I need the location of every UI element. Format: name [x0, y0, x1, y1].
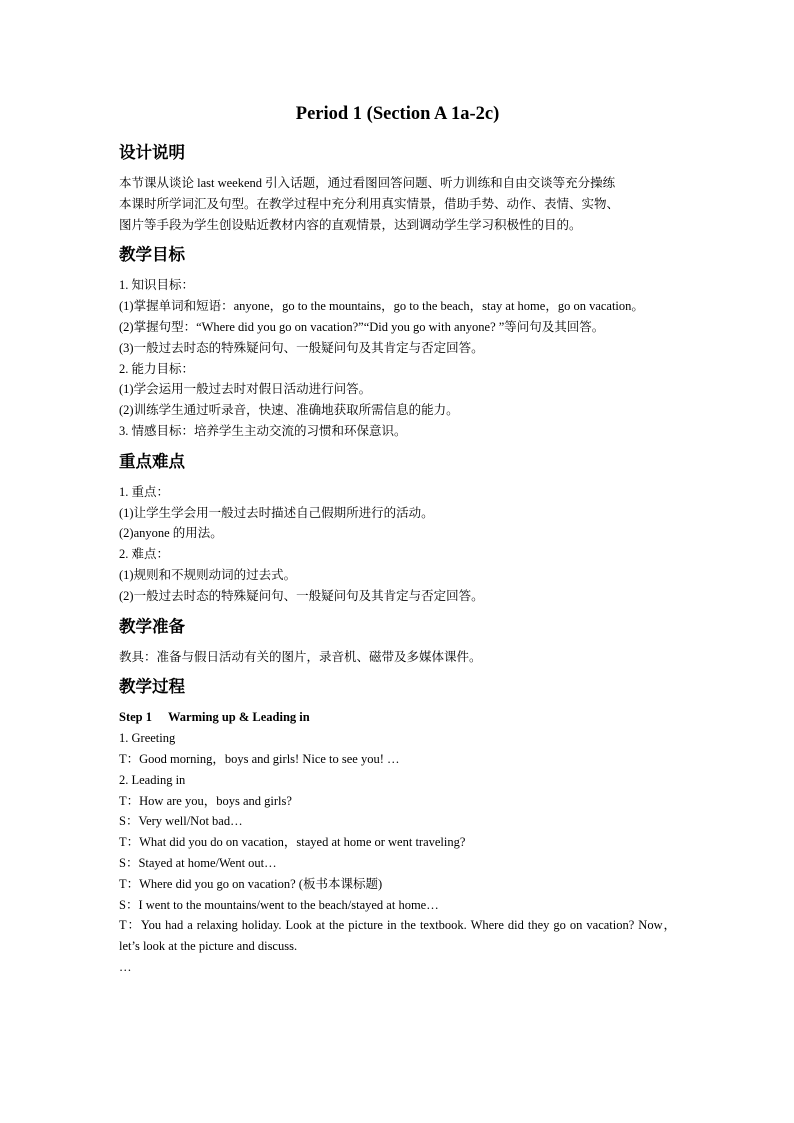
goals-item: 1. 知识目标：	[119, 278, 195, 293]
process-line: T：Where did you go on vacation? (板书本课标题)	[119, 876, 383, 891]
document-title: Period 1 (Section A 1a-2c)	[295, 104, 500, 124]
process-line: 1. Greeting	[119, 731, 176, 746]
step-heading	[119, 707, 676, 728]
step-label: Step 1	[119, 710, 152, 725]
goals-item: (1)掌握单词和短语：anyone，go to the mountains，go to the beach，stay at home，go on vacation。	[119, 299, 644, 314]
keypoints-item: (2)anyone 的用法。	[119, 526, 223, 541]
section-heading-goals: 教学目标	[119, 245, 185, 265]
section-heading-keypoints: 重点难点	[119, 451, 185, 471]
step-title: Warming up & Leading in	[168, 710, 310, 725]
goals-list	[119, 275, 676, 441]
keypoints-item: 2. 难点：	[119, 547, 170, 562]
document-page	[119, 100, 676, 978]
keypoints-item: (1)规则和不规则动词的过去式。	[119, 567, 297, 582]
prep-text: 教具：准备与假日活动有关的图片，录音机、磁带及多媒体课件。	[119, 649, 482, 664]
keypoints-list	[119, 482, 676, 607]
process-line: T：How are you，boys and girls?	[119, 793, 292, 808]
goals-item: (1)学会运用一般过去时对假日活动进行问答。	[119, 382, 372, 397]
process-line: 2. Leading in	[119, 772, 186, 787]
keypoints-item: (1)让学生学会用一般过去时描述自己假期所进行的活动。	[119, 505, 434, 520]
goals-item: (2)训练学生通过听录音，快速、准确地获取所需信息的能力。	[119, 403, 459, 418]
goals-item: 2. 能力目标：	[119, 361, 195, 376]
process-line: T：What did you do on vacation，stayed at home or went traveling?	[119, 835, 466, 850]
keypoints-item: 1. 重点：	[119, 484, 170, 499]
process-line: S：Stayed at home/Went out…	[119, 855, 277, 870]
goals-item: (2)掌握句型：“Where did you go on vacation?”“Did you go with anyone? ”等问句及其回答。	[119, 319, 605, 334]
section-heading-prep: 教学准备	[119, 616, 185, 636]
design-line: 本节课从谈论 last weekend 引入话题，通过看图回答问题、听力训练和自由交谈等充分操练	[119, 176, 616, 190]
goals-item: (3)一般过去时态的特殊疑问句、一般疑问句及其肯定与否定回答。	[119, 340, 484, 355]
process-line: T：Good morning，boys and girls! Nice to see you! …	[119, 751, 400, 766]
process-line: …	[119, 959, 132, 974]
section-heading-design: 设计说明	[119, 143, 185, 162]
process-body	[119, 707, 676, 977]
process-line: T：You had a relaxing holiday. Look at the picture in the textbook. Where did they go on vacation? Now，let’s look at the picture and discuss.	[119, 918, 676, 954]
goals-item: 3. 情感目标：培养学生主动交流的习惯和环保意识。	[119, 423, 407, 438]
design-line: 本课时所学词汇及句型。在教学过程中充分利用真实情景，借助手势、动作、表情、实物、	[119, 196, 620, 211]
process-line: S：Very well/Not bad…	[119, 814, 243, 829]
design-line: 图片等手段为学生创设贴近教材内容的直观情景，达到调动学生学习积极性的目的。	[119, 217, 582, 232]
process-line: S：I went to the mountains/went to the beach/stayed at home…	[119, 897, 439, 912]
section-heading-process: 教学过程	[119, 677, 185, 697]
design-paragraph	[119, 173, 676, 235]
keypoints-item: (2)一般过去时态的特殊疑问句、一般疑问句及其肯定与否定回答。	[119, 588, 484, 603]
